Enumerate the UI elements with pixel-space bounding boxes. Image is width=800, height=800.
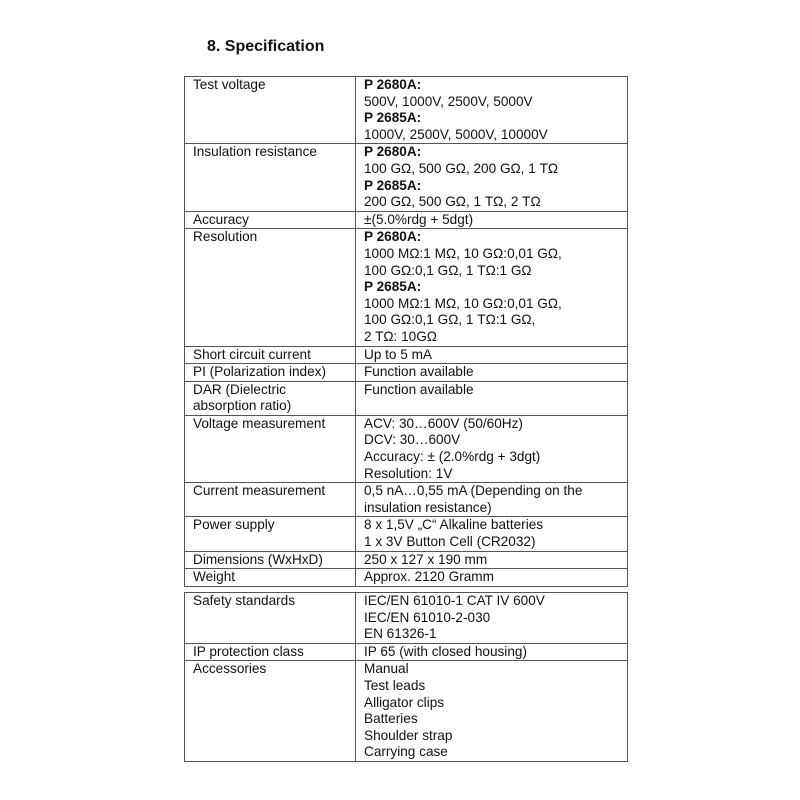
- spec-value: [356, 643, 628, 661]
- spec-value-line: 1000 MΩ:1 MΩ, 10 GΩ:0,01 GΩ,: [364, 295, 562, 311]
- spec-value: [356, 415, 628, 482]
- spec-label-line: Dimensions (WxHxD): [193, 551, 323, 567]
- spec-row: [185, 346, 628, 364]
- spec-row: [185, 517, 628, 551]
- spec-label: [185, 517, 356, 551]
- spec-value: [356, 346, 628, 364]
- spec-label-line: Voltage measurement: [193, 415, 326, 431]
- model-heading: P 2680A:: [364, 77, 422, 92]
- spec-value-line: 100 GΩ:0,1 GΩ, 1 TΩ:1 GΩ,: [364, 312, 536, 328]
- spec-label: [185, 643, 356, 661]
- spec-label-line: Short circuit current: [193, 346, 311, 362]
- spec-value-line: Manual: [364, 661, 409, 677]
- model-heading: P 2680A:: [364, 229, 422, 245]
- spec-label: [185, 144, 356, 211]
- spec-label: [185, 661, 356, 762]
- spec-value-line: 100 GΩ, 500 GΩ, 200 GΩ, 1 TΩ: [364, 160, 559, 176]
- spec-label-line: IP protection class: [193, 643, 304, 659]
- spec-value-line: ACV: 30…600V (50/60Hz): [364, 415, 523, 431]
- spec-value-line: 100 GΩ:0,1 GΩ, 1 TΩ:1 GΩ: [364, 262, 532, 278]
- spec-value: [356, 661, 628, 762]
- model-heading: P 2680A:: [364, 144, 422, 160]
- spec-label: [185, 381, 356, 415]
- spec-label-line: Accessories: [193, 661, 267, 677]
- section-title: 8. Specification: [207, 38, 325, 55]
- spec-value-line: 200 GΩ, 500 GΩ, 1 TΩ, 2 TΩ: [364, 194, 541, 210]
- spec-value: [356, 144, 628, 211]
- spec-value: [356, 551, 628, 569]
- spec-label-line: Safety standards: [193, 593, 296, 608]
- spec-label: [185, 569, 356, 587]
- spec-label-line: Resolution: [193, 229, 258, 245]
- spec-value-line: Function available: [364, 364, 474, 380]
- spec-value-line: 250 x 127 x 190 mm: [364, 551, 488, 567]
- spec-row: [185, 569, 628, 587]
- spec-label: [185, 346, 356, 364]
- spec-value: [356, 517, 628, 551]
- spec-value: [356, 77, 628, 144]
- spec-table-standards: [184, 592, 628, 762]
- model-heading: P 2685A:: [364, 110, 422, 126]
- spec-value-line: insulation resistance): [364, 499, 492, 515]
- spec-table-main: [184, 76, 628, 587]
- spec-value: [356, 483, 628, 517]
- spec-value-line: 0,5 nA…0,55 mA (Depending on the: [364, 483, 583, 499]
- spec-row: [185, 643, 628, 661]
- spec-row: [185, 483, 628, 517]
- spec-value: [356, 364, 628, 382]
- spec-label: [185, 77, 356, 144]
- spec-row: [185, 144, 628, 211]
- spec-value-line: Accuracy: ± (2.0%rdg + 3dgt): [364, 449, 541, 465]
- spec-row: [185, 364, 628, 382]
- spec-value-line: 500V, 1000V, 2500V, 5000V: [364, 93, 533, 109]
- spec-value: [356, 381, 628, 415]
- spec-label-line: Test voltage: [193, 77, 266, 92]
- spec-value-line: Batteries: [364, 711, 418, 727]
- model-heading: P 2685A:: [364, 279, 422, 295]
- spec-row: [185, 661, 628, 762]
- spec-row: [185, 593, 628, 644]
- spec-label: [185, 229, 356, 346]
- spec-value-line: Up to 5 mA: [364, 346, 432, 362]
- spec-row: [185, 77, 628, 144]
- spec-label-line: absorption ratio): [193, 398, 292, 414]
- spec-label-line: Power supply: [193, 517, 275, 533]
- spec-label: [185, 593, 356, 644]
- spec-label: [185, 415, 356, 482]
- spec-value-line: Resolution: 1V: [364, 465, 453, 481]
- spec-value-line: ±(5.0%rdg + 5dgt): [364, 211, 474, 227]
- spec-value-line: Approx. 2120 Gramm: [364, 569, 494, 585]
- spec-value-line: IEC/EN 61010-2-030: [364, 609, 491, 625]
- spec-value: [356, 229, 628, 346]
- spec-row: [185, 229, 628, 346]
- spec-value-line: IP 65 (with closed housing): [364, 643, 527, 659]
- spec-label: [185, 211, 356, 229]
- spec-value: [356, 569, 628, 587]
- spec-label-line: DAR (Dielectric: [193, 381, 286, 397]
- spec-label-line: Insulation resistance: [193, 144, 317, 160]
- spec-value: [356, 593, 628, 644]
- spec-value-line: 2 TΩ: 10GΩ: [364, 328, 437, 344]
- spec-label: [185, 483, 356, 517]
- spec-value-line: DCV: 30…600V: [364, 432, 461, 448]
- spec-label-line: PI (Polarization index): [193, 364, 326, 380]
- spec-value-line: 1 x 3V Button Cell (CR2032): [364, 534, 536, 550]
- spec-value-line: IEC/EN 61010-1 CAT IV 600V: [364, 593, 545, 608]
- spec-label-line: Weight: [193, 569, 236, 585]
- spec-value-line: Alligator clips: [364, 694, 445, 710]
- spec-value-line: Carrying case: [364, 744, 448, 760]
- spec-value-line: Test leads: [364, 677, 426, 693]
- spec-label: [185, 364, 356, 382]
- spec-value-line: EN 61326-1: [364, 626, 437, 642]
- spec-value-line: Function available: [364, 381, 474, 397]
- spec-row: [185, 381, 628, 415]
- spec-row: [185, 551, 628, 569]
- spec-row: [185, 211, 628, 229]
- spec-label-line: Current measurement: [193, 483, 326, 499]
- spec-value-line: 1000 MΩ:1 MΩ, 10 GΩ:0,01 GΩ,: [364, 245, 562, 261]
- spec-value-line: 8 x 1,5V „C“ Alkaline batteries: [364, 517, 544, 533]
- spec-value-line: Shoulder strap: [364, 727, 453, 743]
- spec-label-line: Accuracy: [193, 211, 249, 227]
- spec-row: [185, 415, 628, 482]
- model-heading: P 2685A:: [364, 177, 422, 193]
- spec-label: [185, 551, 356, 569]
- spec-value: [356, 211, 628, 229]
- spec-value-line: 1000V, 2500V, 5000V, 10000V: [364, 126, 548, 142]
